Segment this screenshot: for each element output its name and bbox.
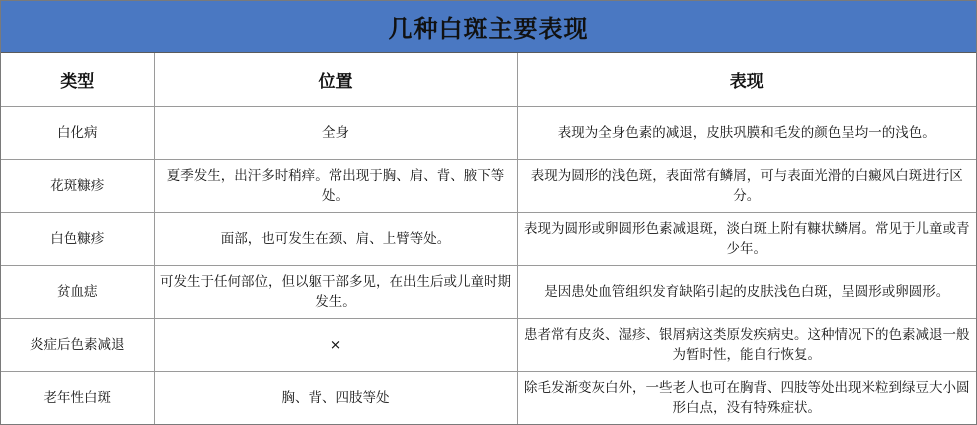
cell-type: 炎症后色素减退	[1, 318, 154, 371]
table-row	[1, 265, 976, 318]
column-header-manifestation: 表现	[517, 53, 976, 106]
cell-location: 面部，也可发生在颈、肩、上臂等处。	[154, 212, 517, 265]
cell-location: 可发生于任何部位，但以躯干部多见，在出生后或儿童时期发生。	[154, 265, 517, 318]
column-header-location: 位置	[154, 53, 517, 106]
cell-manifestation: 表现为全身色素的减退，皮肤巩膜和毛发的颜色呈均一的浅色。	[517, 106, 976, 159]
table-row	[1, 318, 976, 371]
cell-manifestation: 除毛发渐变灰白外，一些老人也可在胸背、四肢等处出现米粒到绿豆大小圆形白点，没有特殊症状。	[517, 371, 976, 424]
cell-location: 全身	[154, 106, 517, 159]
cell-type: 贫血痣	[1, 265, 154, 318]
cell-type: 老年性白斑	[1, 371, 154, 424]
column-header-type: 类型	[1, 53, 154, 106]
header-row	[1, 53, 976, 106]
cell-location: ×	[154, 318, 517, 371]
cell-manifestation: 是因患处血管组织发育缺陷引起的皮肤浅色白斑，呈圆形或卵圆形。	[517, 265, 976, 318]
table-row	[1, 212, 976, 265]
cell-type: 花斑糠疹	[1, 159, 154, 212]
cell-location: 胸、背、四肢等处	[154, 371, 517, 424]
title-bar	[1, 1, 976, 53]
cell-type: 白色糠疹	[1, 212, 154, 265]
table-row	[1, 106, 976, 159]
cell-location: 夏季发生，出汗多时稍痒。常出现于胸、肩、背、腋下等处。	[154, 159, 517, 212]
table-row	[1, 159, 976, 212]
cell-manifestation: 患者常有皮炎、湿疹、银屑病这类原发疾病史。这种情况下的色素减退一般为暂时性，能自行恢复。	[517, 318, 976, 371]
table-row	[1, 371, 976, 424]
cell-manifestation: 表现为圆形的浅色斑，表面常有鳞屑，可与表面光滑的白癜风白斑进行区分。	[517, 159, 976, 212]
vitiligo-comparison-table	[1, 53, 976, 424]
cell-type: 白化病	[1, 106, 154, 159]
cell-manifestation: 表现为圆形或卵圆形色素减退斑，淡白斑上附有糠状鳞屑。常见于儿童或青少年。	[517, 212, 976, 265]
page-title: 几种白斑主要表现	[388, 14, 589, 43]
